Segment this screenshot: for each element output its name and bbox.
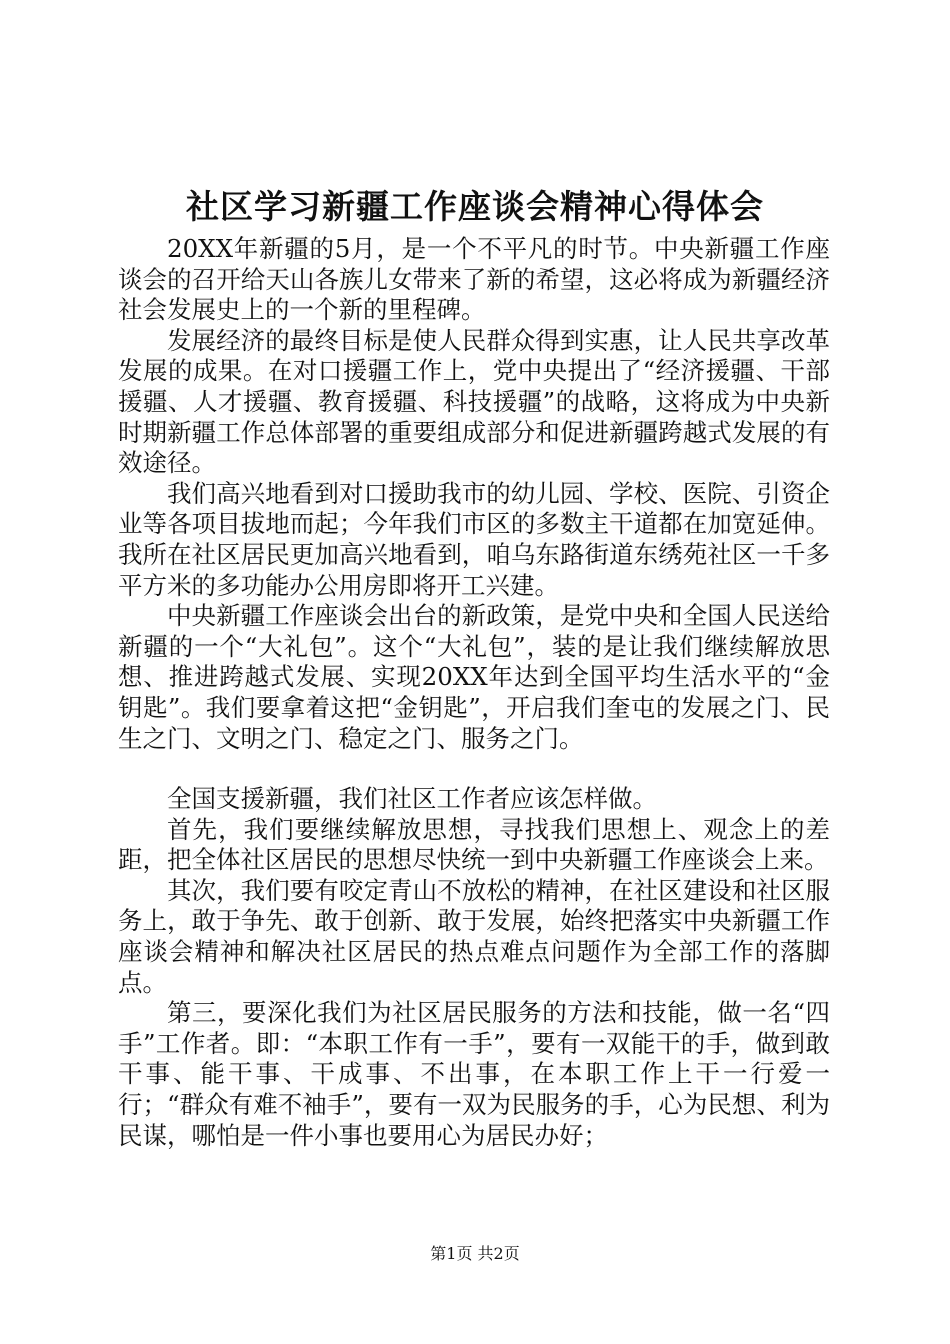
document-body	[118, 234, 830, 1151]
paragraph: 其次，我们要有咬定青山不放松的精神，在社区建设和社区服务上，敢于争先、敢于创新、敢于发展，始终把落实中央新疆工作座谈会精神和解决社区居民的热点难点问题作为全部工作的落脚点。	[118, 875, 830, 997]
document-title: 社区学习新疆工作座谈会精神心得体会	[186, 187, 764, 226]
paragraph: 中央新疆工作座谈会出台的新政策，是党中央和全国人民送给新疆的一个“大礼包”。这个“大礼包”，装的是让我们继续解放思想、推进跨越式发展、实现20XX年达到全国平均生活水平的“金钥匙”。我们要拿着这把“金钥匙”，开启我们奎屯的发展之门、民生之门、文明之门、稳定之门、服务之门。	[118, 601, 830, 753]
paragraph: 第三，要深化我们为社区居民服务的方法和技能，做一名“四手”工作者。即：“本职工作有一手”，要有一双能干的手，做到敢干事、能干事、干成事、不出事，在本职工作上干一行爱一行；“群众有难不袖手”，要有一双为民服务的手，心为民想、利为民谋，哪怕是一件小事也要用心为居民办好；	[118, 998, 830, 1150]
paragraph: 发展经济的最终目标是使人民群众得到实惠，让人民共享改革发展的成果。在对口援疆工作上，党中央提出了“经济援疆、干部援疆、人才援疆、教育援疆、科技援疆”的战略，这将成为中央新时期新疆工作总体部署的重要组成部分和促进新疆跨越式发展的有效途径。	[118, 325, 830, 478]
paragraph: 全国支援新疆，我们社区工作者应该怎样做。	[167, 784, 657, 814]
page-number-footer: 第1页 共2页	[430, 1244, 520, 1263]
paragraph: 首先，我们要继续解放思想，寻找我们思想上、观念上的差距，把全体社区居民的思想尽快统一到中央新疆工作座谈会上来。	[118, 814, 830, 875]
paragraph: 我们高兴地看到对口援助我市的幼儿园、学校、医院、引资企业等各项目拔地而起；今年我们市区的多数主干道都在加宽延伸。我所在社区居民更加高兴地看到，咱乌东路街道东绣苑社区一千多平方米的多功能办公用房即将开工兴建。	[118, 478, 830, 600]
paragraph: 20XX年新疆的5月，是一个不平凡的时节。中央新疆工作座谈会的召开给天山各族儿女带来了新的希望，这必将成为新疆经济社会发展史上的一个新的里程碑。	[118, 234, 830, 325]
